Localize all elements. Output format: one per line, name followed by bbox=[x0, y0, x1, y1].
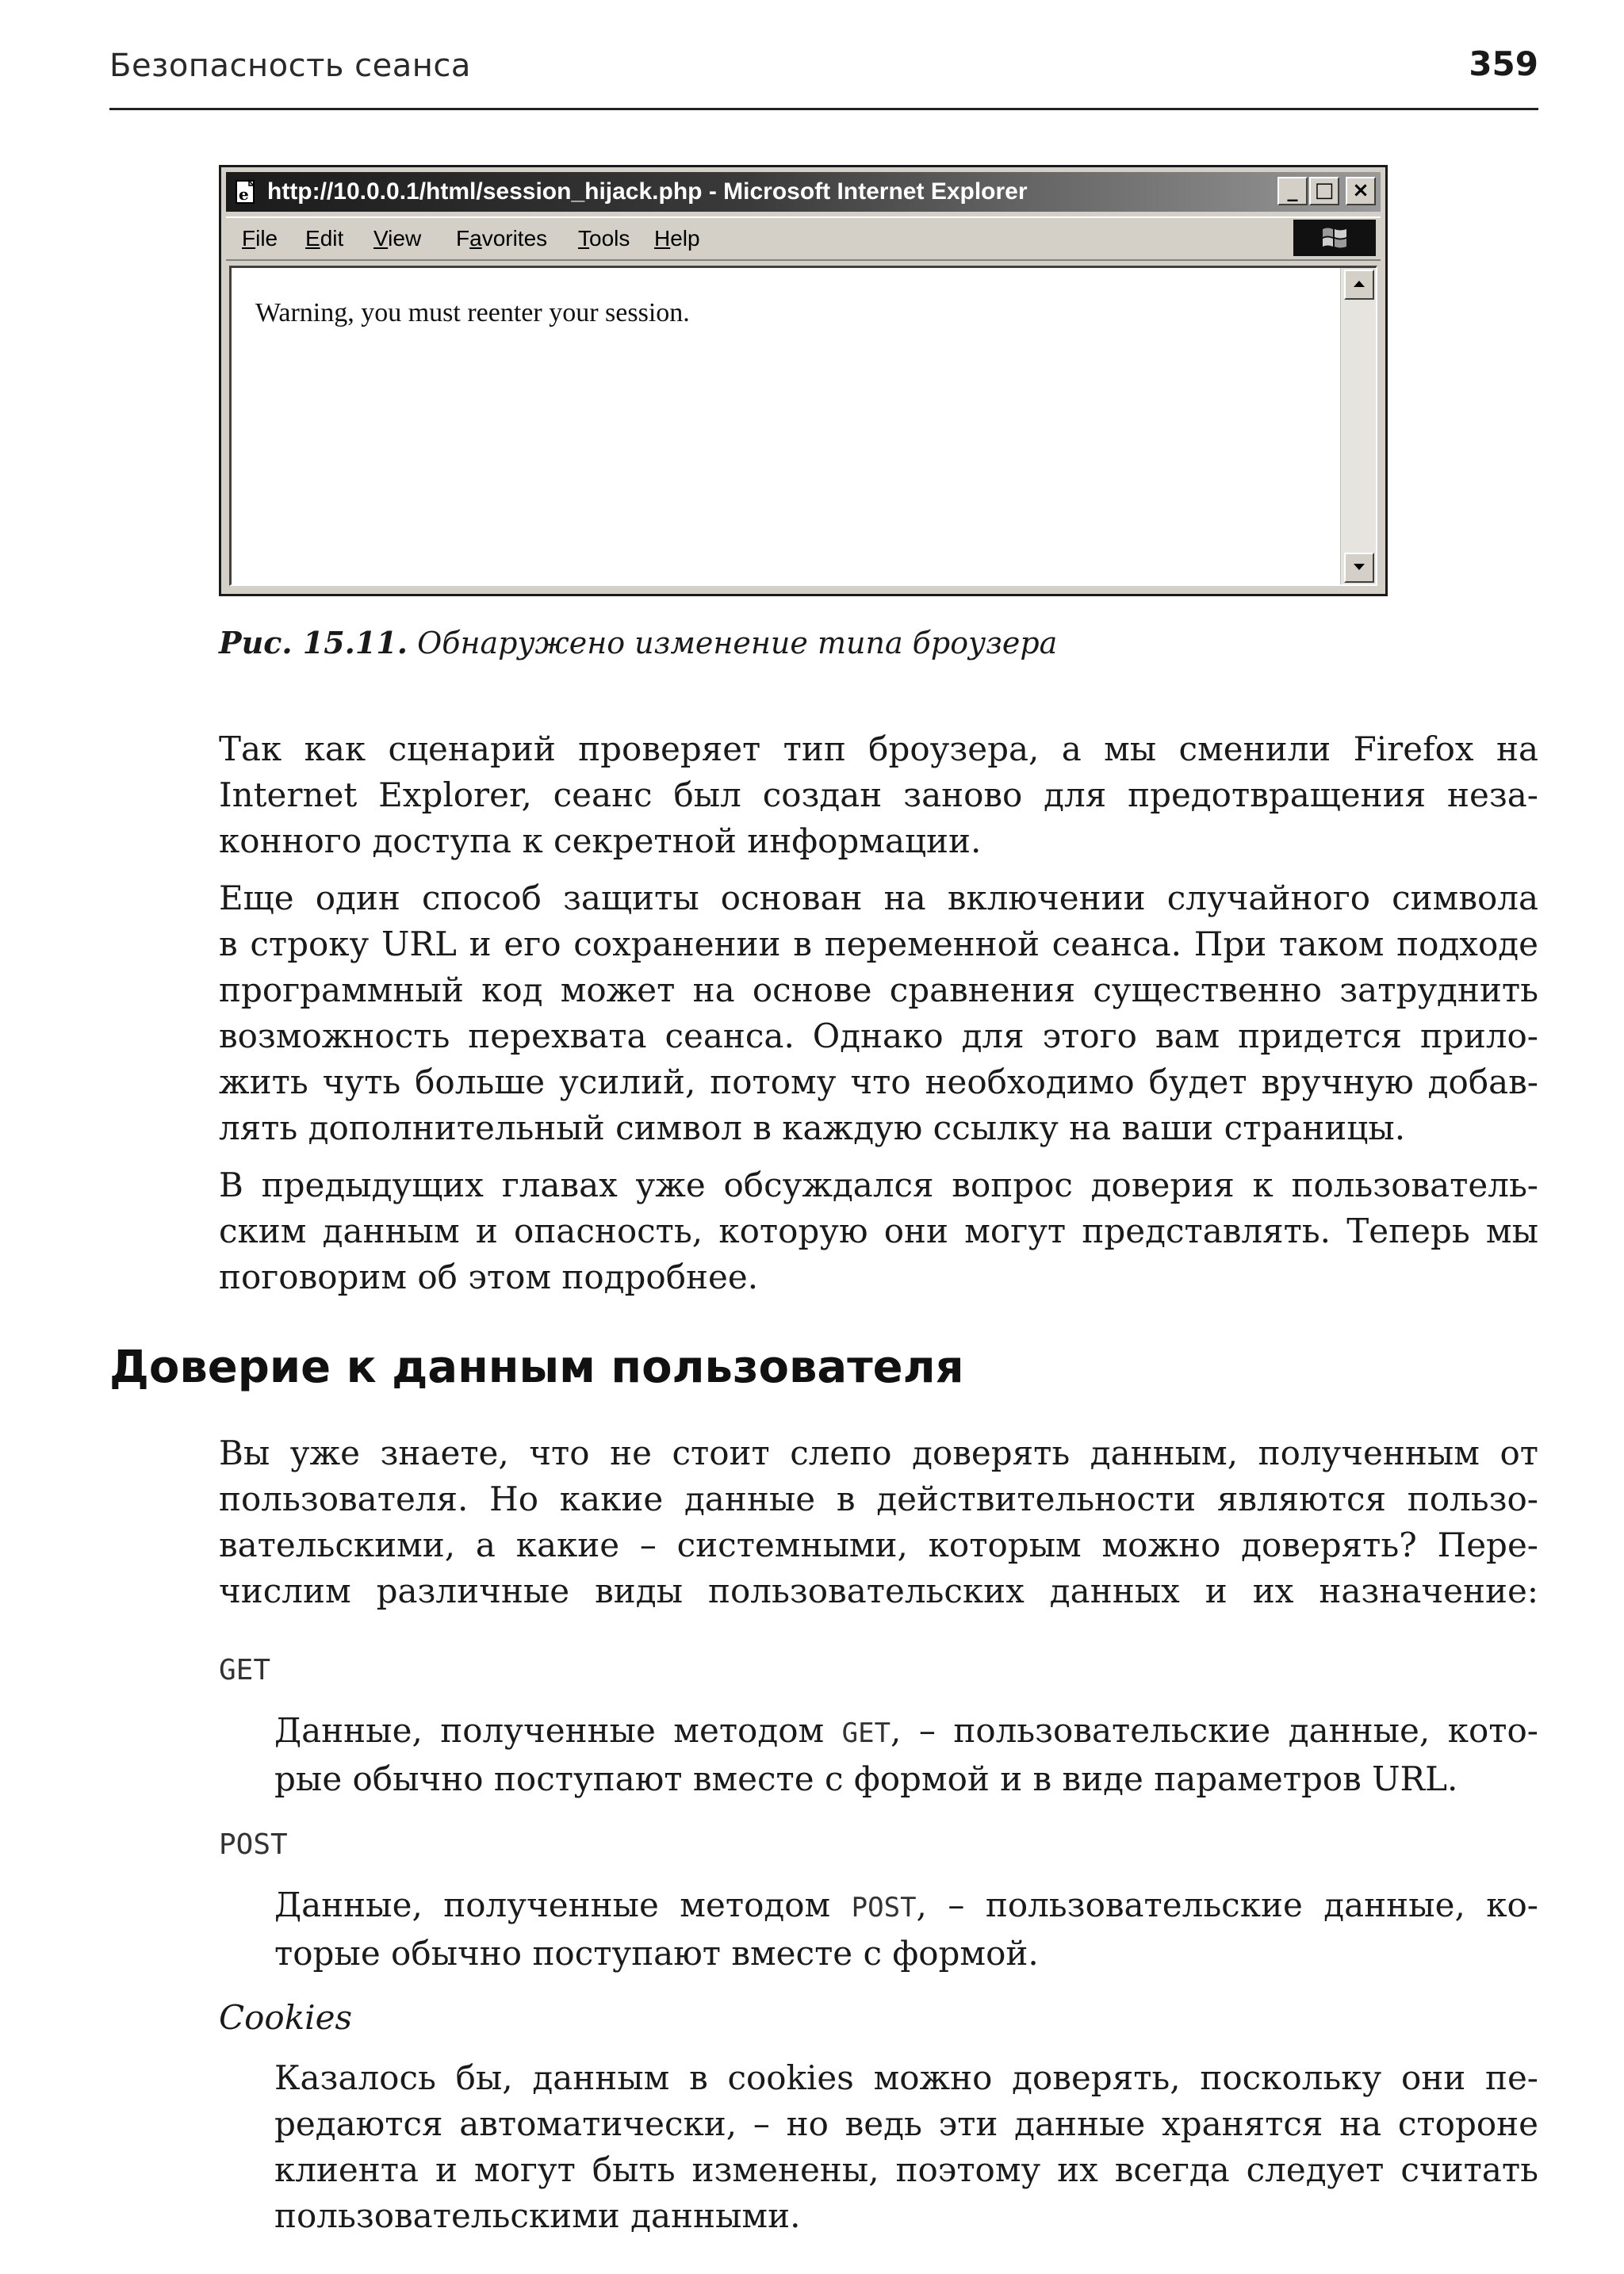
menu-view-accel: V bbox=[373, 226, 389, 251]
paragraph-line: числим различные виды пользовательских данных и их назначение: bbox=[219, 1572, 1538, 1610]
definition-line: торые обычно поступают вместе с формой. bbox=[274, 1934, 1039, 1973]
definition-line: редаются автоматически, – но ведь эти данные хранятся на стороне bbox=[274, 2104, 1538, 2143]
browser-menubar bbox=[226, 216, 1381, 261]
warning-message: Warning, you must reenter your session. bbox=[255, 298, 690, 327]
figure-caption-label: Рис. 15.11. bbox=[219, 625, 408, 660]
running-header bbox=[109, 41, 1538, 110]
browser-content-area bbox=[229, 266, 1377, 586]
paragraph-line: Internet Explorer, сеанс был создан заново для предотвращения неза- bbox=[219, 775, 1538, 814]
menu-tools[interactable] bbox=[578, 226, 630, 251]
browser-titlebar bbox=[226, 172, 1381, 212]
definition-get bbox=[274, 1708, 1538, 1802]
menu-favorites-pre: F bbox=[456, 226, 470, 251]
menu-edit[interactable] bbox=[305, 226, 343, 251]
paragraph-line: Еще один способ защиты основан на включении случайного символа bbox=[219, 879, 1538, 917]
paragraph-line: возможность перехвата сеанса. Однако для этого вам придется прило- bbox=[219, 1016, 1538, 1055]
windows-logo-throbber bbox=[1293, 220, 1376, 256]
menu-help-rest: elp bbox=[670, 226, 700, 251]
scroll-down-button[interactable] bbox=[1344, 553, 1374, 583]
definition-line bbox=[274, 1708, 1538, 1756]
definition-term-get: GET bbox=[219, 1654, 271, 1686]
vertical-scrollbar[interactable] bbox=[1340, 268, 1376, 584]
definition-text: Данные, полученные методом bbox=[274, 1885, 852, 1924]
menu-file-accel: F bbox=[242, 226, 256, 251]
ie-page-icon bbox=[232, 178, 259, 205]
definition-cookies bbox=[274, 2055, 1538, 2239]
menu-view[interactable] bbox=[373, 226, 421, 251]
paragraph-line: программный код может на основе сравнения существенно затруднить bbox=[219, 970, 1538, 1009]
definition-term-cookies: Cookies bbox=[219, 1998, 352, 2037]
definition-line: клиента и могут быть изменены, поэтому их всегда следует считать bbox=[274, 2150, 1538, 2189]
definition-line: рые обычно поступают вместе с формой и в виде параметров URL. bbox=[274, 1759, 1458, 1798]
menu-tools-rest: ools bbox=[589, 226, 630, 251]
section-intro bbox=[219, 1430, 1538, 1614]
menu-help-accel: H bbox=[654, 226, 671, 251]
figure-caption-text: Обнаружено изменение типа броузера bbox=[408, 626, 1058, 660]
definition-text: , – пользовательские данные, кото- bbox=[891, 1711, 1538, 1750]
paragraph-line: пользователя. Но какие данные в действительности являются пользо- bbox=[219, 1480, 1538, 1518]
paragraph-2 bbox=[219, 875, 1538, 1151]
definition-text: , – пользовательские данные, ко- bbox=[916, 1885, 1538, 1924]
inline-code: POST bbox=[851, 1892, 917, 1924]
minimize-button[interactable]: _ bbox=[1277, 177, 1308, 205]
section-heading: Доверие к данным пользователя bbox=[109, 1342, 964, 1393]
paragraph-line: ским данным и опасность, которую они могут представлять. Теперь мы bbox=[219, 1212, 1538, 1250]
paragraph-1 bbox=[219, 726, 1538, 864]
paragraph-line: жить чуть больше усилий, потому что необходимо будет вручную добав- bbox=[219, 1062, 1538, 1101]
arrow-up-icon bbox=[1352, 278, 1366, 289]
figure-caption bbox=[219, 625, 1057, 660]
menu-file-rest: ile bbox=[255, 226, 278, 251]
definition-line: Казалось бы, данным в cookies можно доверять, поскольку они пе- bbox=[274, 2058, 1538, 2097]
menu-file[interactable] bbox=[242, 226, 278, 251]
definition-term-post: POST bbox=[219, 1828, 288, 1861]
windows-flag-icon bbox=[1320, 224, 1349, 251]
menu-tools-accel: T bbox=[578, 226, 589, 251]
paragraph-3 bbox=[219, 1162, 1538, 1300]
menu-edit-accel: E bbox=[305, 226, 320, 251]
menu-favorites[interactable] bbox=[456, 226, 547, 251]
paragraph-line: В предыдущих главах уже обсуждался вопрос доверия к пользователь- bbox=[219, 1166, 1538, 1204]
paragraph-line: конного доступа к секретной информации. bbox=[219, 821, 982, 860]
menu-edit-rest: dit bbox=[320, 226, 344, 251]
svg-text:e: e bbox=[239, 185, 249, 204]
browser-title-text: http://10.0.0.1/html/session_hijack.php - Microsoft Internet Explorer bbox=[267, 178, 1028, 205]
menu-favorites-rest: vorites bbox=[481, 226, 548, 251]
close-button[interactable]: × bbox=[1346, 177, 1376, 205]
scroll-up-button[interactable] bbox=[1344, 270, 1374, 300]
paragraph-line: Так как сценарий проверяет тип броузера, а мы сменили Firefox на bbox=[219, 729, 1538, 768]
paragraph-line: в строку URL и его сохранении в переменной сеанса. При таком подходе bbox=[219, 925, 1538, 963]
paragraph-line: Вы уже знаете, что не стоит слепо доверять данным, полученным от bbox=[219, 1434, 1538, 1472]
definition-text: Данные, полученные методом bbox=[274, 1711, 842, 1750]
inline-code: GET bbox=[841, 1717, 891, 1749]
definition-line bbox=[274, 1882, 1538, 1931]
menu-help[interactable] bbox=[654, 226, 700, 251]
menu-view-rest: iew bbox=[388, 226, 422, 251]
paragraph-line: поговорим об этом подробнее. bbox=[219, 1258, 759, 1296]
maximize-button[interactable]: □ bbox=[1309, 177, 1339, 205]
arrow-down-icon bbox=[1352, 561, 1366, 572]
definition-post bbox=[274, 1882, 1538, 1977]
page-number: 359 bbox=[1469, 44, 1538, 83]
menu-favorites-accel: a bbox=[469, 226, 482, 251]
paragraph-line: лять дополнительный символ в каждую ссылку на ваши страницы. bbox=[219, 1108, 1406, 1147]
definition-line: пользовательскими данными. bbox=[274, 2196, 801, 2235]
running-title: Безопасность сеанса bbox=[109, 48, 471, 84]
paragraph-line: вательскими, а какие – системными, которым можно доверять? Пере- bbox=[219, 1526, 1538, 1564]
browser-window-figure bbox=[219, 165, 1388, 596]
